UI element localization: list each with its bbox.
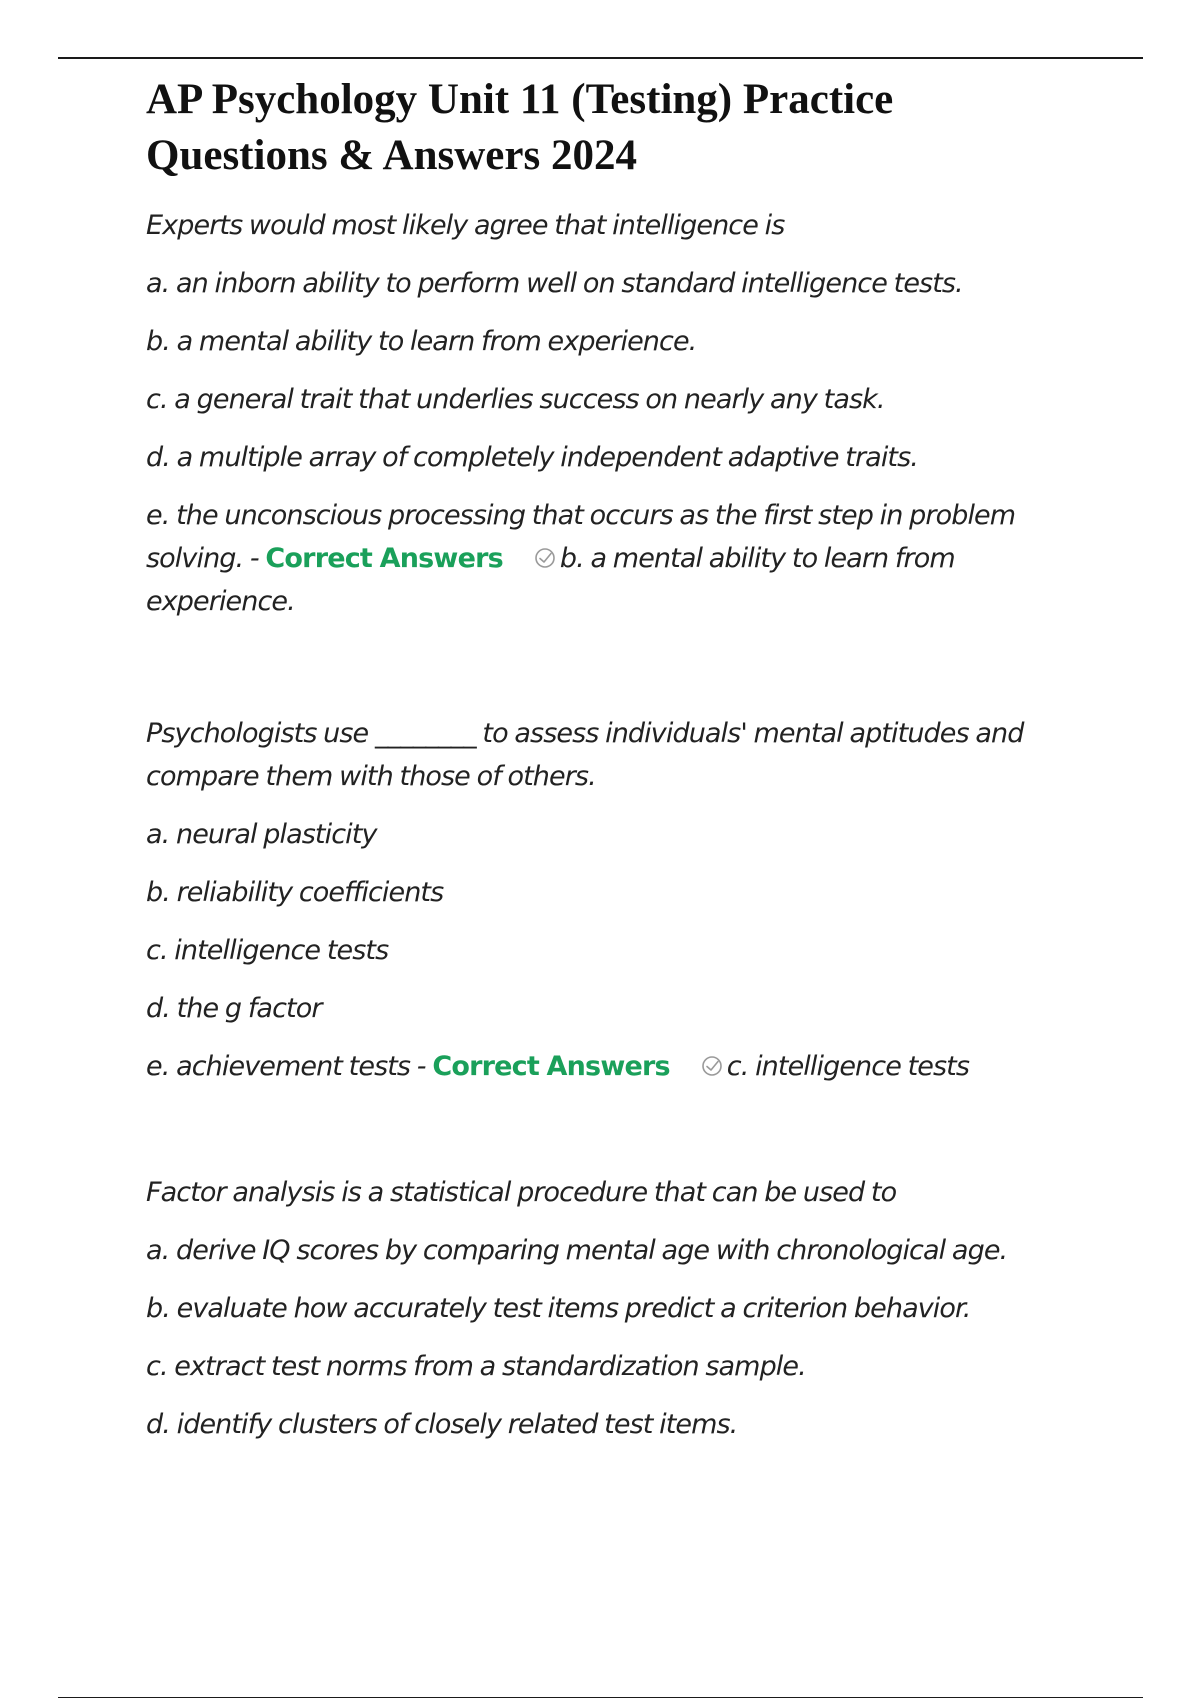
- question-3-prompt: Factor analysis is a statistical procedure that can be used to: [146, 1177, 897, 1208]
- question-2-answer: c. intelligence tests: [726, 1051, 970, 1082]
- page-title: AP Psychology Unit 11 (Testing) Practice Questions & Answers 2024: [146, 76, 894, 179]
- question-3-option-b: b. evaluate how accurately test items predict a criterion behavior.: [146, 1293, 971, 1324]
- question-2-option-b: b. reliability coefficients: [146, 877, 444, 908]
- question-3: [146, 1171, 1076, 1446]
- question-2-option-a: a. neural plasticity: [146, 819, 377, 850]
- question-1-option-b: b. a mental ability to learn from experience.: [146, 326, 697, 357]
- question-2-option-e: e. achievement tests -: [146, 1051, 426, 1082]
- question-1-option-e-with-answer: [146, 494, 1076, 623]
- question-3-option-c: c. extract test norms from a standardization sample.: [146, 1351, 806, 1382]
- question-2-option-e-with-answer: [146, 1045, 1076, 1088]
- question-1-option-d: d. a multiple array of completely independent adaptive traits.: [146, 442, 918, 473]
- section-gap: [146, 638, 1076, 712]
- question-2-prompt: Psychologists use ________ to assess individuals' mental aptitudes and compare them with those of others.: [146, 718, 1024, 792]
- question-2: [146, 712, 1076, 1088]
- question-1-option-c: c. a general trait that underlies success on nearly any task.: [146, 384, 885, 415]
- question-1-answer: b. a mental ability to learn from experience.: [146, 543, 955, 617]
- question-1-option-e: e. the unconscious processing that occurs as the first step in problem solving. -: [146, 500, 1016, 574]
- check-badge-icon: [700, 1055, 726, 1077]
- bottom-rule: [58, 1697, 1143, 1698]
- question-3-option-d: d. identify clusters of closely related test items.: [146, 1409, 738, 1440]
- check-badge-icon: [533, 547, 559, 569]
- question-3-option-a: a. derive IQ scores by comparing mental age with chronological age.: [146, 1235, 1008, 1266]
- question-1-option-a: a. an inborn ability to perform well on standard intelligence tests.: [146, 268, 963, 299]
- correct-answers-label: Correct Answers: [265, 543, 503, 574]
- question-2-option-d: d. the g factor: [146, 993, 322, 1024]
- top-rule: [58, 57, 1143, 59]
- question-1-prompt: Experts would most likely agree that intelligence is: [146, 210, 785, 241]
- document-body: [146, 72, 1076, 1461]
- correct-answers-label: Correct Answers: [432, 1051, 670, 1082]
- section-gap: [146, 1103, 1076, 1171]
- question-2-option-c: c. intelligence tests: [146, 935, 389, 966]
- question-1: [146, 204, 1076, 623]
